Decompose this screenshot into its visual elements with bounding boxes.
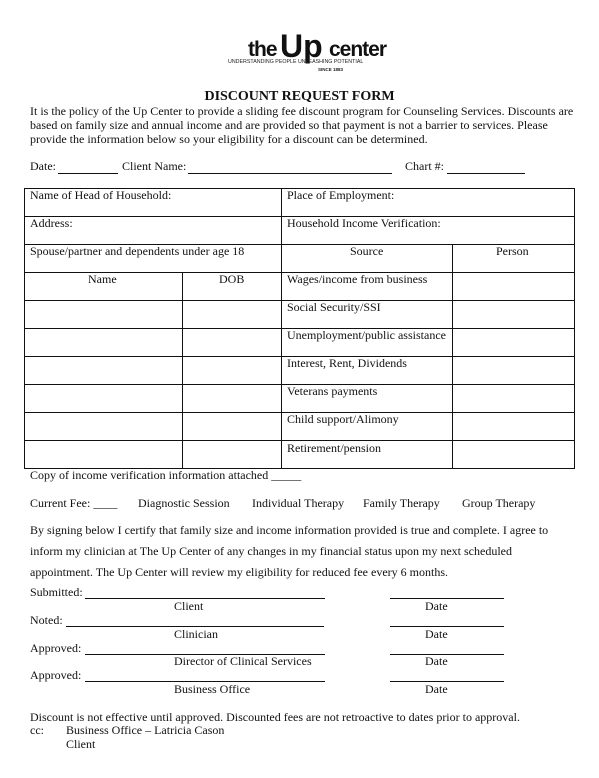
dependents-label: Spouse/partner and dependents under age 18	[30, 244, 245, 258]
col-name-header: Name	[88, 272, 117, 286]
up-center-logo	[228, 28, 387, 76]
business-office-role-label: Business Office	[174, 682, 251, 696]
date-caption: Date	[425, 654, 448, 668]
logo-since: SINCE 1883	[318, 67, 344, 72]
fee-option-group[interactable]: Group Therapy	[462, 496, 536, 510]
fee-option-diagnostic[interactable]: Diagnostic Session	[138, 496, 230, 510]
certification-line: appointment. The Up Center will review my eligibility for reduced fee every 6 months.	[30, 565, 448, 579]
logo-word-center: center	[329, 38, 387, 61]
logo-tagline: UNDERSTANDING PEOPLE UNLEASHING POTENTIAL	[228, 59, 364, 65]
cc-line: Client	[66, 737, 96, 751]
client-name-label: Client Name:	[122, 159, 187, 173]
date-caption: Date	[425, 599, 448, 613]
head-of-household-label: Name of Head of Household:	[30, 188, 172, 202]
client-name-field[interactable]	[188, 173, 392, 174]
income-verification-label: Household Income Verification:	[287, 216, 441, 230]
certification-line: By signing below I certify that family size and income information provided is true and complete. I agree to	[30, 523, 549, 537]
logo-word-the: the	[248, 38, 277, 61]
address-label: Address:	[30, 216, 73, 230]
form-title: DISCOUNT REQUEST FORM	[204, 89, 395, 104]
client-signature-field[interactable]	[85, 598, 325, 599]
fee-option-family[interactable]: Family Therapy	[363, 496, 440, 510]
chart-number-label: Chart #:	[405, 159, 444, 173]
source-row: Veterans payments	[287, 384, 378, 398]
place-of-employment-label: Place of Employment:	[287, 188, 395, 202]
intro-paragraph: It is the policy of the Up Center to provide a sliding fee discount program for Counseling Services. Discounts are based on family size and annual income and are provided so that payment is not a barrier to services. Please provide the information below so your eligibility for a discount can be determined.	[30, 104, 574, 146]
approved-label: Approved:	[30, 641, 82, 655]
cc-line: Business Office – Latricia Cason	[66, 723, 225, 737]
source-row: Interest, Rent, Dividends	[287, 356, 407, 370]
date-field[interactable]	[58, 173, 118, 174]
submitted-label: Submitted:	[30, 585, 83, 599]
logo-word-up: Up	[280, 28, 323, 64]
source-row: Retirement/pension	[287, 441, 381, 455]
director-role-label: Director of Clinical Services	[174, 654, 312, 668]
date-label: Date:	[30, 159, 56, 173]
household-table	[24, 188, 575, 468]
client-role-label: Client	[174, 599, 204, 613]
cc-label: cc:	[30, 723, 44, 737]
fee-option-individual[interactable]: Individual Therapy	[252, 496, 345, 510]
col-source-header: Source	[350, 244, 384, 258]
source-row: Unemployment/public assistance	[287, 328, 446, 342]
approved-label: Approved:	[30, 668, 82, 682]
date-caption: Date	[425, 627, 448, 641]
copy-attached-line: Copy of income verification information attached _____	[30, 468, 302, 482]
date-caption: Date	[425, 682, 448, 696]
chart-number-field[interactable]	[447, 173, 525, 174]
approval-note: Discount is not effective until approved. Discounted fees are not retroactive to dates prior to approval.	[30, 710, 520, 724]
col-dob-header: DOB	[219, 272, 245, 286]
current-fee-label: Current Fee: ____	[30, 496, 118, 510]
clinician-role-label: Clinician	[174, 627, 218, 641]
col-person-header: Person	[496, 244, 529, 258]
source-row: Child support/Alimony	[287, 412, 399, 426]
source-row: Social Security/SSI	[287, 300, 381, 314]
source-row: Wages/income from business	[287, 272, 428, 286]
certification-line: inform my clinician at The Up Center of any changes in my financial status upon my next scheduled	[30, 544, 512, 558]
noted-label: Noted:	[30, 613, 63, 627]
